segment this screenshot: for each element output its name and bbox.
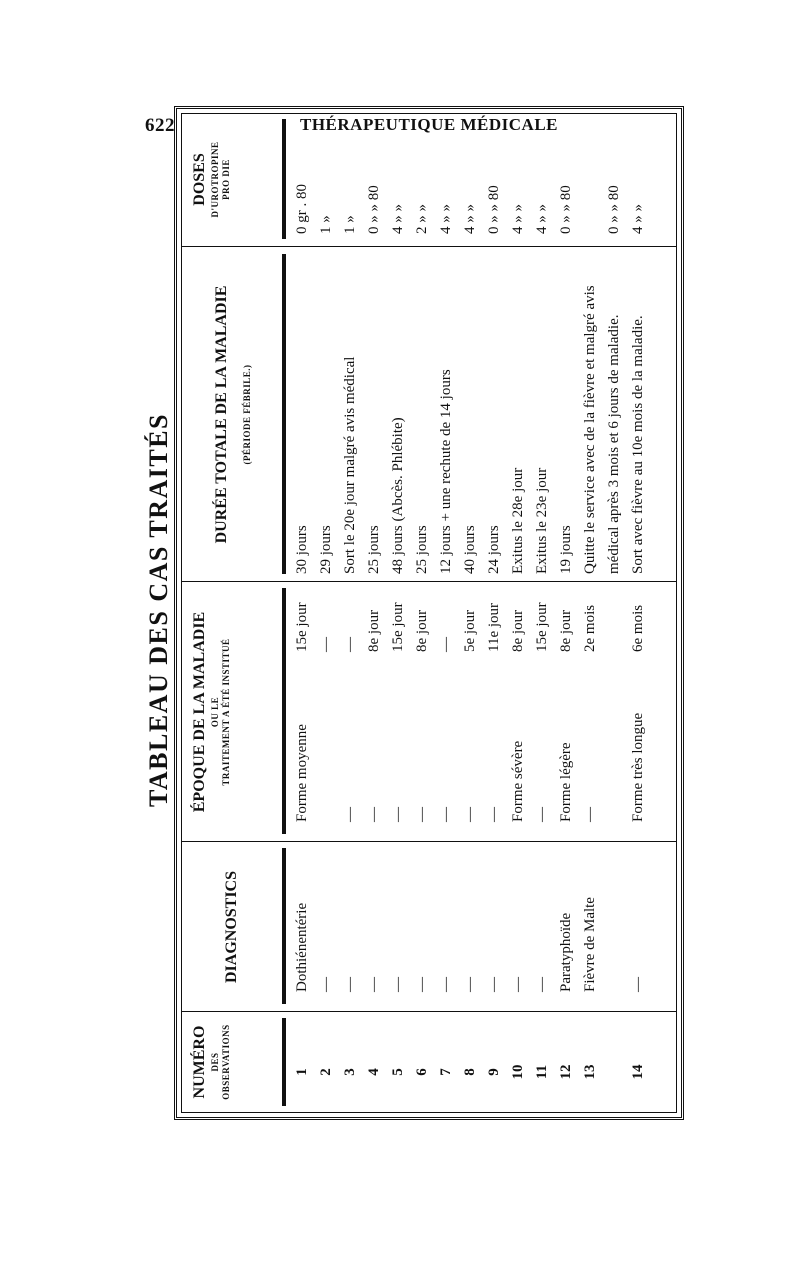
row-diagnostic: —: [630, 977, 646, 992]
row-duree: 25 jours: [414, 525, 430, 574]
header-numero-main: NUMÉRO: [191, 1025, 208, 1099]
row-epoque-day: 11e jour: [486, 602, 502, 652]
table-row: [342, 112, 366, 1112]
row-diagnostic: Dothiénentérie: [294, 902, 310, 992]
row-number: 8: [462, 1068, 478, 1076]
row-number: 7: [438, 1068, 454, 1076]
table-row: [294, 112, 318, 1112]
header-diagnostics-main: DIAGNOSTICS: [223, 870, 240, 984]
header-epoque-sub2: TRAITEMENT A ÉTÉ INSTITUÉ: [221, 638, 232, 786]
header-doses: [190, 112, 233, 247]
row-epoque-day: 8e jour: [366, 609, 382, 652]
row-diagnostic: —: [390, 977, 406, 992]
row-dose: 2 » »: [414, 204, 430, 234]
table-row: [582, 112, 606, 1112]
header-numero-sub1: DES: [210, 1052, 220, 1072]
table-row: [606, 112, 630, 1112]
row-number: 9: [486, 1068, 502, 1076]
row-duree: 24 jours: [486, 525, 502, 574]
row-duree: 48 jours (Abcès. Phlébite): [390, 417, 406, 574]
row-number: 10: [510, 1064, 526, 1080]
row-diagnostic: —: [534, 977, 550, 992]
row-diagnostic: —: [342, 977, 358, 992]
row-diagnostic: —: [486, 977, 502, 992]
row-diagnostic: —: [438, 977, 454, 992]
row-number: 13: [582, 1064, 598, 1080]
row-dose: 4 » »: [462, 204, 478, 234]
row-duree: Exitus le 23e jour: [534, 467, 550, 574]
header-rule: [282, 588, 286, 834]
table-row: [390, 112, 414, 1112]
row-dose: 1 »: [342, 215, 358, 234]
row-number: 3: [342, 1068, 358, 1076]
header-duree: [212, 247, 253, 582]
header-epoque: [190, 582, 233, 842]
row-epoque-day: —: [342, 637, 358, 652]
row-dose: 4 » »: [390, 204, 406, 234]
row-epoque: —: [414, 807, 430, 822]
header-rule: [282, 119, 286, 239]
row-epoque-day: 15e jour: [390, 602, 406, 652]
row-epoque-day: 15e jour: [534, 602, 550, 652]
row-epoque-day: 2e mois: [582, 604, 598, 652]
row-duree: médical après 3 mois et 6 jours de maladie.: [606, 314, 622, 574]
table-title: TABLEAU DES CAS TRAITÉS: [144, 412, 173, 808]
row-duree: 30 jours: [294, 525, 310, 574]
table-row: [486, 112, 510, 1112]
header-numero: [190, 1012, 233, 1112]
row-epoque: Forme moyenne: [294, 724, 310, 822]
row-duree: Quitte le service avec de la fièvre et malgré avis: [582, 285, 598, 574]
row-duree: 19 jours: [558, 525, 574, 574]
row-diagnostic: Paratyphoïde: [558, 912, 574, 992]
row-duree: 12 jours + une rechute de 14 jours: [438, 369, 454, 574]
row-epoque: Forme légère: [558, 742, 574, 822]
row-dose: 4 » »: [534, 204, 550, 234]
table-inner: [181, 113, 677, 1113]
row-number: 4: [366, 1068, 382, 1076]
row-epoque-day: —: [438, 637, 454, 652]
row-epoque: —: [534, 807, 550, 822]
row-duree: Sort avec fièvre au 10e mois de la maladie.: [630, 315, 646, 574]
header-duree-main: DURÉE TOTALE DE LA MALADIE: [213, 285, 230, 544]
row-epoque: —: [342, 807, 358, 822]
row-epoque: —: [486, 807, 502, 822]
row-epoque: —: [366, 807, 382, 822]
row-epoque-day: 8e jour: [414, 609, 430, 652]
row-dose: 0 gr . 80: [294, 184, 310, 234]
page-number: 622: [145, 115, 175, 136]
header-rule: [282, 848, 286, 1004]
row-dose: 1 »: [318, 215, 334, 234]
row-diagnostic: —: [510, 977, 526, 992]
row-number: 6: [414, 1068, 430, 1076]
header-epoque-sub1: OU LE: [210, 696, 220, 728]
running-title: THÉRAPEUTIQUE MÉDICALE: [300, 115, 559, 134]
table-row: [534, 112, 558, 1112]
header-doses-sub2: PRO DIE: [221, 159, 232, 200]
row-epoque-day: 15e jour: [294, 602, 310, 652]
row-number: 1: [294, 1068, 310, 1076]
header-rule: [282, 1018, 286, 1106]
row-epoque: —: [438, 807, 454, 822]
table-row: [366, 112, 390, 1112]
table-row: [318, 112, 342, 1112]
row-epoque: —: [582, 807, 598, 822]
row-dose: 0 » » 80: [606, 185, 622, 234]
row-dose: 4 » »: [630, 204, 646, 234]
row-dose: 0 » » 80: [486, 185, 502, 234]
row-dose: 4 » »: [510, 204, 526, 234]
row-duree: 29 jours: [318, 525, 334, 574]
row-epoque: Forme très longue: [630, 712, 646, 822]
row-epoque-day: 8e jour: [510, 609, 526, 652]
header-diagnostics: [222, 842, 242, 1012]
table-frame: [174, 106, 684, 1120]
row-number: 12: [558, 1064, 574, 1080]
row-dose: 4 » »: [438, 204, 454, 234]
header-numero-sub2: OBSERVATIONS: [221, 1024, 232, 1100]
table-row: [414, 112, 438, 1112]
table-row: [438, 112, 462, 1112]
row-diagnostic: —: [318, 977, 334, 992]
row-number: 14: [630, 1064, 646, 1080]
row-dose: 0 » » 80: [366, 185, 382, 234]
table-row: [630, 112, 654, 1112]
row-number: 2: [318, 1068, 334, 1076]
row-number: 5: [390, 1068, 406, 1076]
row-epoque: —: [390, 807, 406, 822]
row-duree: 40 jours: [462, 525, 478, 574]
header-doses-sub1: D'UROTROPINE: [210, 141, 220, 218]
header-rule: [282, 254, 286, 574]
header-doses-main: DOSES: [191, 153, 208, 206]
row-duree: 25 jours: [366, 525, 382, 574]
row-epoque-day: 5e jour: [462, 609, 478, 652]
row-epoque-day: 8e jour: [558, 609, 574, 652]
row-duree: Sort le 20e jour malgré avis médical: [342, 356, 358, 574]
row-epoque-day: 6e mois: [630, 604, 646, 652]
table-row: [558, 112, 582, 1112]
row-dose: 0 » » 80: [558, 185, 574, 234]
rotated-table-block: [138, 100, 690, 1120]
row-diagnostic: —: [462, 977, 478, 992]
table-row: [462, 112, 486, 1112]
row-epoque: —: [462, 807, 478, 822]
row-number: 11: [534, 1064, 550, 1080]
header-duree-sub: (PÉRIODE FÉBRILE.): [242, 364, 252, 465]
table-row: [510, 112, 534, 1112]
row-diagnostic: —: [414, 977, 430, 992]
row-diagnostic: —: [366, 977, 382, 992]
row-diagnostic: Fièvre de Malte: [582, 897, 598, 992]
row-epoque-day: —: [318, 637, 334, 652]
row-epoque: Forme sévère: [510, 740, 526, 822]
row-duree: Exitus le 28e jour: [510, 467, 526, 574]
header-epoque-main: ÉPOQUE DE LA MALADIE: [191, 611, 208, 813]
